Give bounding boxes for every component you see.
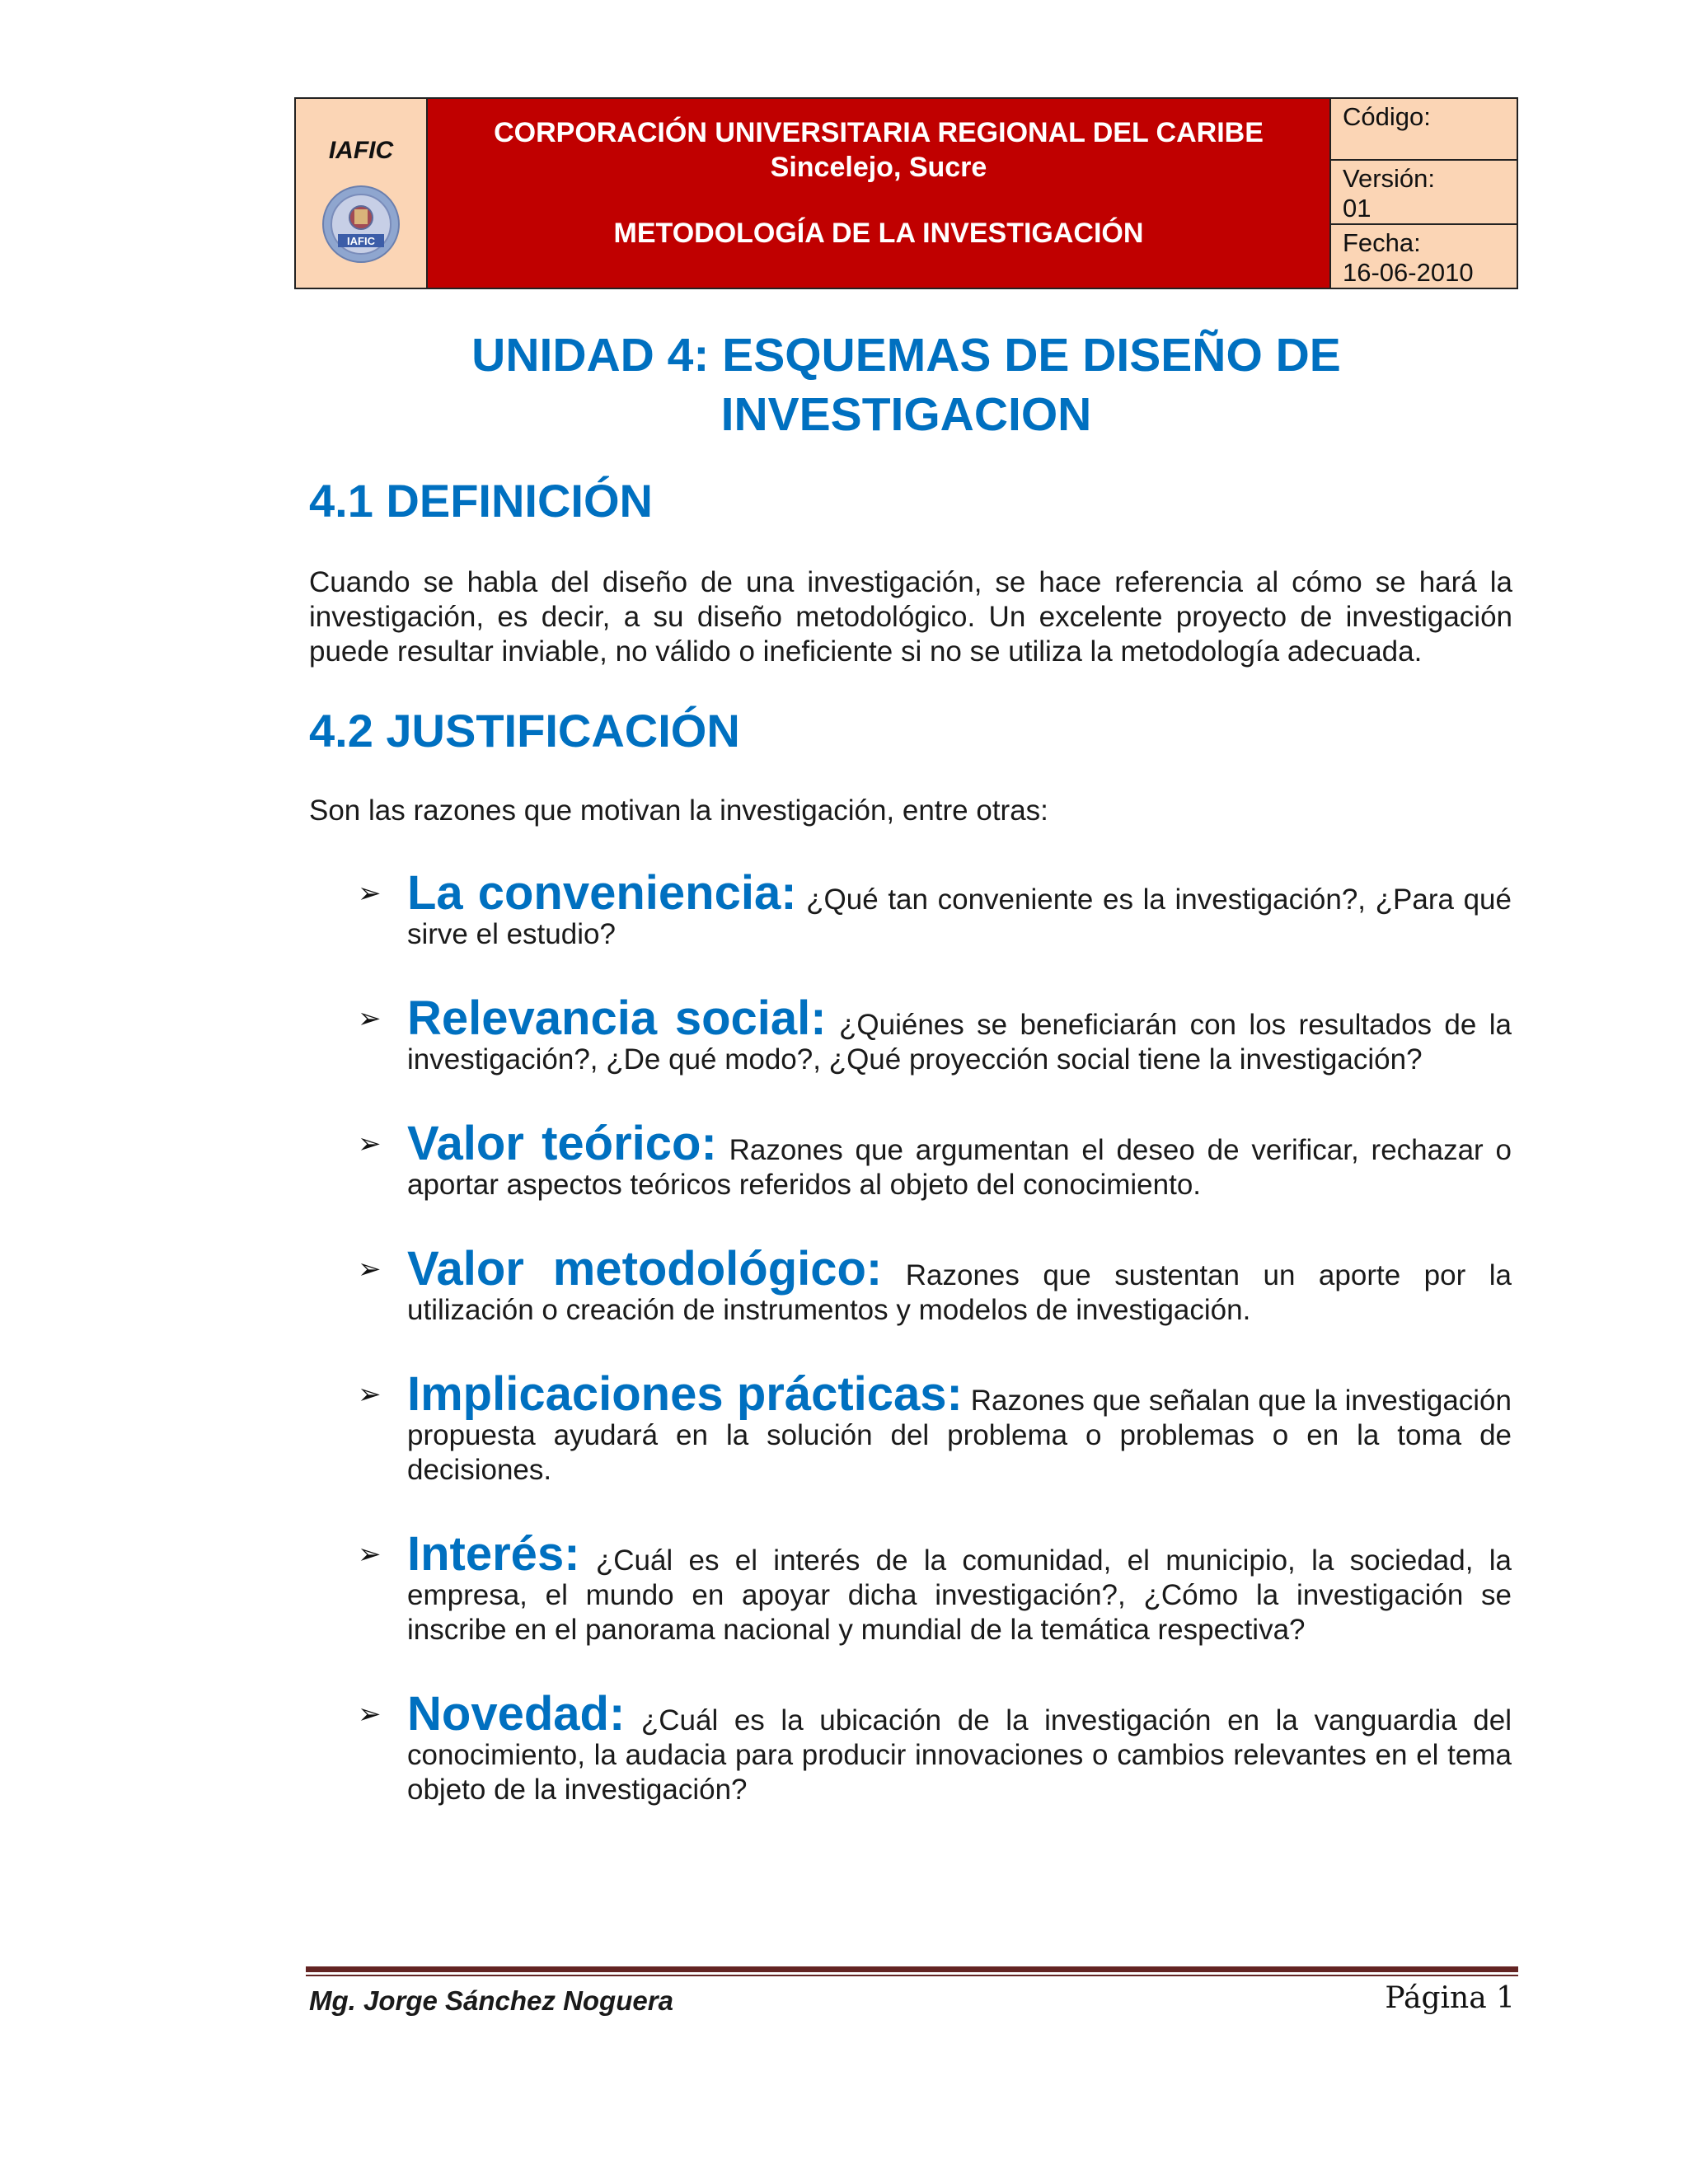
- item-term: Implicaciones prácticas:: [407, 1367, 963, 1421]
- item-text: ¿Quiénes se beneficiarán con los resultados de la investigación?, ¿De qué modo?, ¿Qué proyección social tiene la investigación?: [407, 1009, 1512, 1076]
- item-text: Razones que sustentan un aporte por la utilización o creación de instrumentos y modelos de investigación.: [407, 1259, 1512, 1326]
- arrowhead-bullet-icon: ➢: [358, 1003, 382, 1034]
- list-item: [358, 1687, 1512, 1807]
- list-item: [358, 1242, 1512, 1328]
- codigo-label: Código:: [1343, 102, 1431, 131]
- arrowhead-bullet-icon: ➢: [358, 1128, 382, 1160]
- definition-paragraph: Cuando se habla del diseño de una investigación, se hace referencia al cómo se hará la investigación, es decir, a su diseño metodológico. Un excelente proyecto de investigación puede resultar inviable, no válido o ineficiente si no se utiliza la metodología adecuada.: [309, 566, 1512, 668]
- arrowhead-bullet-icon: ➢: [358, 1539, 382, 1570]
- item-term: Valor teórico:: [407, 1117, 717, 1170]
- item-term: La conveniencia:: [407, 866, 797, 920]
- definition-heading: 4.1 DEFINICIÓN: [309, 475, 653, 527]
- seal-text: IAFIC: [347, 235, 375, 247]
- arrowhead-bullet-icon: ➢: [358, 1379, 382, 1410]
- unit-title-line-1: UNIDAD 4: ESQUEMAS DE DISEÑO DE: [471, 329, 1341, 382]
- item-text: Razones que argumentan el deseo de verificar, rechazar o aportar aspectos teóricos referidos al objeto del conocimiento.: [407, 1134, 1512, 1201]
- arrowhead-bullet-icon: ➢: [358, 1254, 382, 1285]
- header-logo-cell: [296, 99, 428, 288]
- header-meta-cell: [1331, 99, 1517, 288]
- institution-location: Sincelejo, Sucre: [770, 152, 987, 183]
- arrowhead-bullet-icon: ➢: [358, 878, 382, 909]
- header-title-cell: [428, 99, 1331, 288]
- header-acronym: IAFIC: [328, 137, 394, 164]
- codigo-cell: [1331, 99, 1517, 161]
- unit-title-line-2: INVESTIGACION: [720, 388, 1092, 441]
- item-text: ¿Cuál es el interés de la comunidad, el municipio, la sociedad, la empresa, el mundo en apoyar dicha investigación?, ¿Cómo la investigación se inscribe en el panorama nacional y mundial de la temática respectiva?: [407, 1544, 1512, 1646]
- course-name: METODOLOGÍA DE LA INVESTIGACIÓN: [613, 218, 1144, 249]
- footer-page-number: Página 1: [1385, 1981, 1515, 2015]
- institution-seal-icon: [321, 185, 401, 264]
- list-item: [358, 866, 1512, 952]
- item-term: Novedad:: [407, 1687, 626, 1741]
- document-header: [294, 97, 1518, 289]
- unit-title: [294, 326, 1518, 444]
- item-text: Razones que señalan que la investigación propuesta ayudará en la solución del problema o problemas o en la toma de decisiones.: [407, 1385, 1512, 1486]
- institution-name: CORPORACIÓN UNIVERSITARIA REGIONAL DEL CARIBE: [494, 117, 1264, 148]
- arrowhead-bullet-icon: ➢: [358, 1699, 382, 1730]
- justification-intro: Son las razones que motivan la investigación, entre otras:: [309, 794, 1048, 827]
- fecha-cell: [1331, 225, 1517, 288]
- list-item: [358, 991, 1512, 1077]
- footer-divider-thin: [306, 1975, 1518, 1976]
- list-item: [358, 1367, 1512, 1488]
- list-item: [358, 1527, 1512, 1647]
- fecha-value: 16-06-2010: [1343, 258, 1474, 287]
- version-value: 01: [1343, 194, 1372, 223]
- fecha-label: Fecha:: [1343, 228, 1421, 257]
- item-term: Relevancia social:: [407, 991, 827, 1045]
- footer-divider-thick: [306, 1966, 1518, 1972]
- list-item: [358, 1117, 1512, 1202]
- version-cell: [1331, 161, 1517, 225]
- footer-author: Mg. Jorge Sánchez Noguera: [309, 1985, 673, 2016]
- item-text: ¿Qué tan conveniente es la investigación?, ¿Para qué sirve el estudio?: [407, 883, 1512, 950]
- item-text: ¿Cuál es la ubicación de la investigación en la vanguardia del conocimiento, la audacia para producir innovaciones o cambios relevantes en el tema objeto de la investigación?: [407, 1704, 1512, 1806]
- item-term: Valor metodológico:: [407, 1242, 883, 1296]
- item-term: Interés:: [407, 1527, 580, 1581]
- version-label: Versión:: [1343, 164, 1436, 193]
- justification-heading: 4.2 JUSTIFICACIÓN: [309, 705, 740, 757]
